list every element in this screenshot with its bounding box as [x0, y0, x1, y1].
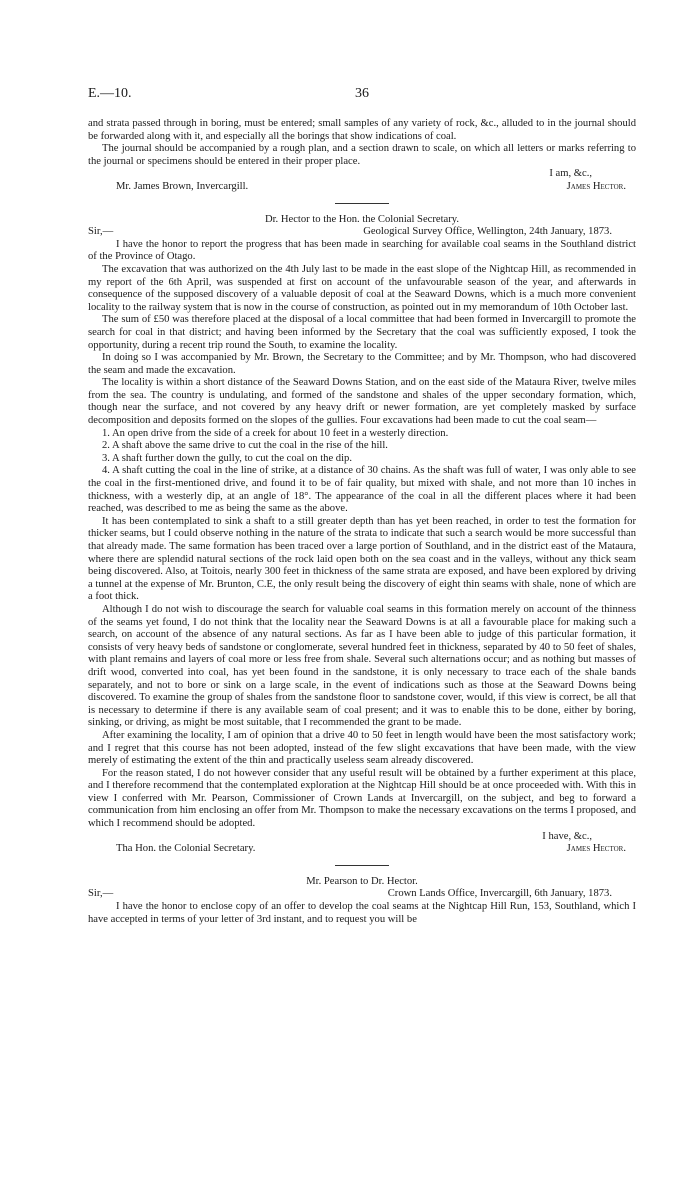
salutation-row [88, 226, 636, 239]
closing: I am, &c., [549, 168, 592, 180]
salutation-row [88, 888, 636, 901]
paragraph: For the reason stated, I do not however consider that any useful result will be obtained by a further experiment at this place, and I therefore recommend that the contemplated exploration at the Nightcap Hill should be at once proceeded with. With this in view I conferred with Mr. Pearson, Commissioner of Crown Lands at Invercargill, on the subject, and beg to forward a communication from him enclosing an offer from Mr. Thompson to make the necessary excavations on the terms I proposed, and which I recommend should be adopted. [88, 767, 636, 830]
list-item: 2. A shaft above the same drive to cut the coal in the rise of the hill. [102, 440, 388, 452]
excavation-list [88, 428, 636, 466]
signatory: James Hector. [566, 180, 626, 192]
paragraph: In doing so I was accompanied by Mr. Brown, the Secretary to the Committee; and by Mr. Thompson, who had discovered the seam and made the excavation. [88, 352, 636, 376]
signature-line [88, 181, 636, 194]
page-number: 36 [355, 86, 369, 101]
paragraph: and strata passed through in boring, must be entered; small samples of any variety of rock, &c., alluded to in the journal should be forwarded along with it, and especially all the borings that show indications of coal. [88, 118, 636, 142]
report-reference: E.—10. [88, 86, 132, 101]
divider [335, 203, 389, 204]
letter-title: Mr. Pearson to Dr. Hector. [306, 875, 418, 887]
signatory: James Hector. [566, 843, 626, 855]
paragraph: The locality is within a short distance of the Seaward Downs Station, and on the east side of the Mataura River, twelve miles from the sea. The country is undulating, and formed of the sandstone and shales of the upper secondary formation, which, though near the surface, and not covered by any heavy drift or newer formation, are yet completely masked by surface decomposition and deposits formed on the slopes of the gullies. Four excavations had been made to cut the coal seam— [88, 377, 636, 427]
paragraph: Although I do not wish to discourage the search for valuable coal seams in this formation merely on account of the thinness of the seams yet found, I do not think that the locality near the Seaward Downs is at all a favourable place for making such a search, on account of the absence of any natural sections. As far as I have been able to judge of this particular formation, it consists of very heavy beds of sandstone or conglomerate, several hundred feet in thickness, separated by 40 to 50 feet of shales, with plant remains and layers of coal more or less free from shale. Several such alternations occur; and as nothing but masses of drift wood, converted into coal, has yet been found in the sandstone, it is only necessary to trace each of the shale bands separately, and not to bore or sink on a large scale, in the event of indications such as those at the Seaward Downs being discovered. To examine the group of shales from the sandstone floor to sandstone cover, would, if this view is correct, be all that is necessary to determine if there is any available seam of coal present; and it was to enable this to be done, either by boring, sinking, or driving, as might be most suitable, that I recommended the grant to be made. [88, 603, 636, 729]
paragraph: I have the honor to enclose copy of an offer to develop the coal seams at the Nightcap Hill Run, 153, Southland, which I have accepted in terms of your letter of 3rd instant, and to request you will be [88, 901, 636, 925]
address-date: Crown Lands Office, Invercargill, 6th January, 1873. [387, 888, 612, 900]
paragraph: I have the honor to report the progress that has been made in searching for available coal seams in the Southland district of the Province of Otago. [88, 238, 636, 263]
salutation: Sir,— [88, 226, 114, 238]
list-item: 3. A shaft further down the gully, to cut the coal on the dip. [102, 452, 352, 464]
letter-title: Dr. Hector to the Hon. the Colonial Secretary. [264, 213, 460, 225]
paragraph: After examining the locality, I am of opinion that a drive 40 to 50 feet in length would have been the most satisfactory work; and I regret that this course has not been adopted, instead of the few slight excavations that have been made, with the view merely of estimating the extent of the thin and practically useless seam already discovered. [88, 729, 636, 767]
signature-line [88, 843, 636, 856]
document-body [88, 118, 636, 926]
paragraph: The journal should be accompanied by a rough plan, and a section drawn to scale, on which all letters or marks referring to the journal or specimens should be entered in their proper place. [88, 143, 636, 167]
recipient: Mr. James Brown, Invercargill. [116, 180, 249, 192]
list-item: 1. An open drive from the side of a creek for about 10 feet in a westerly direction. [102, 427, 449, 439]
paragraph: The excavation that was authorized on the 4th July last to be made in the east slope of the Nightcap Hill, as recommended in my report of the 6th April, was suspended at first on account of the unfavourable season of the year, and afterwards in consequence of the supposed discovery of a valuable deposit of coal at the Seaward Downs, which is a much more convenient locality to the railway system that is now in the course of construction, as pointed out in my memorandum of 10th October last. [88, 263, 636, 313]
address-date: Geological Survey Office, Wellington, 24th January, 1873. [363, 226, 612, 238]
page-header [88, 86, 636, 102]
salutation: Sir,— [88, 888, 114, 900]
paragraph: The sum of £50 was therefore placed at the disposal of a local committee that had been formed in Invercargill to promote the search for coal in that district; and having been informed by the Secretary that the coal was sufficiently exposed, I took the opportunity, during a recent trip round the South, to examine the locality. [88, 314, 636, 351]
list-item: 4. A shaft cutting the coal in the line of strike, at a distance of 30 chains. As the shaft was full of water, I was only able to see the coal in the first-mentioned drive, and found it to be of fair quality, but mixed with shale, and not more than 10 inches in thickness, with a westerly dip, at an angle of 18°. The appearance of the coal in all the different places where it had been reached, was described to me as being the same as the above. [88, 465, 636, 515]
paragraph: It has been contemplated to sink a shaft to a still greater depth than has yet been reached, in order to test the formation for thicker seams, but I could observe nothing in the nature of the strata to indicate that such a search would be more successful than that already made. The same formation has been traced over a large portion of Southland, and in the district east of the Mataura, where there are splendid natural sections of the rock laid open both on the sea coast and in the valleys, without any thick seam being discovered. Also, at Toitois, nearly 300 feet in thickness of the same strata are exposed, and have been explored by driving a tunnel at the expense of Mr. Brunton, C.E, the only result being the discovery of eight thin seams with shale, none of which are a foot thick. [88, 515, 636, 603]
recipient: Tha Hon. the Colonial Secretary. [116, 843, 256, 855]
closing: I have, &c., [542, 830, 592, 842]
divider [335, 865, 389, 866]
